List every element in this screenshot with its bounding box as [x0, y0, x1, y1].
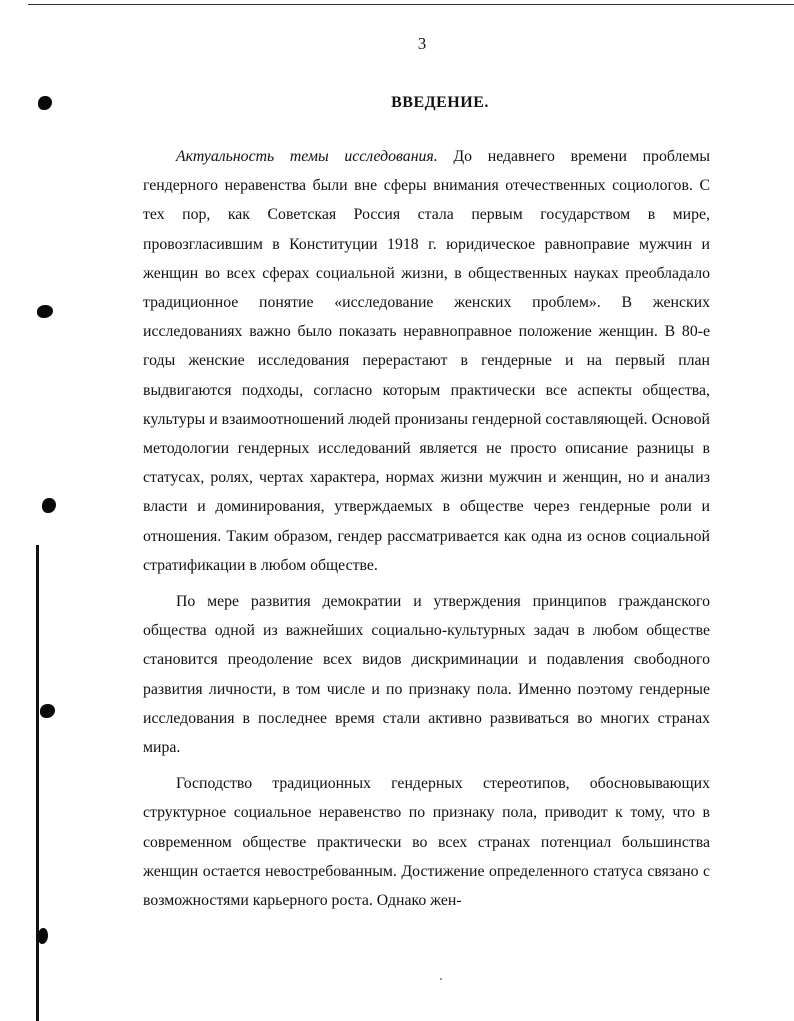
paragraph: [143, 769, 710, 915]
paragraph-lead: Актуальность темы исследования.: [176, 148, 438, 165]
binding-punch-mark: [38, 928, 48, 944]
binding-punch-mark: [40, 704, 55, 718]
paragraph-text: Господство традиционных гендерных стереотипов, обосновывающих структурное социальное неравенство по признаку пола, приводит к тому, что в современном обществе практически во всех странах потенциал большинства женщин остается невостребованным. Достижение определенного статуса связано с возможностями карьерного роста. Однако жен-: [143, 775, 710, 910]
paragraph-text: До недавнего времени проблемы гендерного неравенства были вне сферы внимания отечественных социологов. С тех пор, как Советская Россия стала первым государством в мире, провозгласившим в Конституции 1918 г. юридическое равноправие мужчин и женщин во всех сферах социальной жизни, в общественных науках преобладало традиционное понятие «исследование женских проблем». В женских исследованиях важно было показать неравноправное положение женщин. В 80-е годы женские исследования перерастают в гендерные и на первый план выдвигаются подходы, согласно которым практически все аспекты общества, культуры и взаимоотношений людей пронизаны гендерной составляющей. Основой методологии гендерных исследований является не просто описание разницы в статусах, ролях, чертах характера, нормах жизни мужчин и женщин, но и анализ власти и доминирования, утверждаемых в обществе через гендерные роли и отношения. Таким образом, гендер рассматривается как одна из основ социальной стратификации в любом обществе.: [143, 148, 710, 574]
section-heading: ВВЕДЕНИЕ.: [391, 94, 489, 111]
page-number: 3: [417, 34, 427, 53]
binding-edge-line: [36, 545, 39, 1021]
top-scan-edge: [28, 4, 794, 5]
binding-punch-mark: [37, 305, 53, 318]
body-text: [143, 142, 710, 915]
paragraph: [143, 587, 710, 762]
paragraph: [143, 142, 710, 580]
binding-punch-mark: [42, 498, 56, 513]
scan-speck: [440, 978, 442, 980]
paragraph-text: По мере развития демократии и утверждения принципов гражданского общества одной из важнейших социально-культурных задач в любом обществе становится преодоление всех видов дискриминации и подавления свободного развития личности, в том числе и по признаку пола. Именно поэтому гендерные исследования в последнее время стали активно развиваться во многих странах мира.: [143, 593, 710, 757]
